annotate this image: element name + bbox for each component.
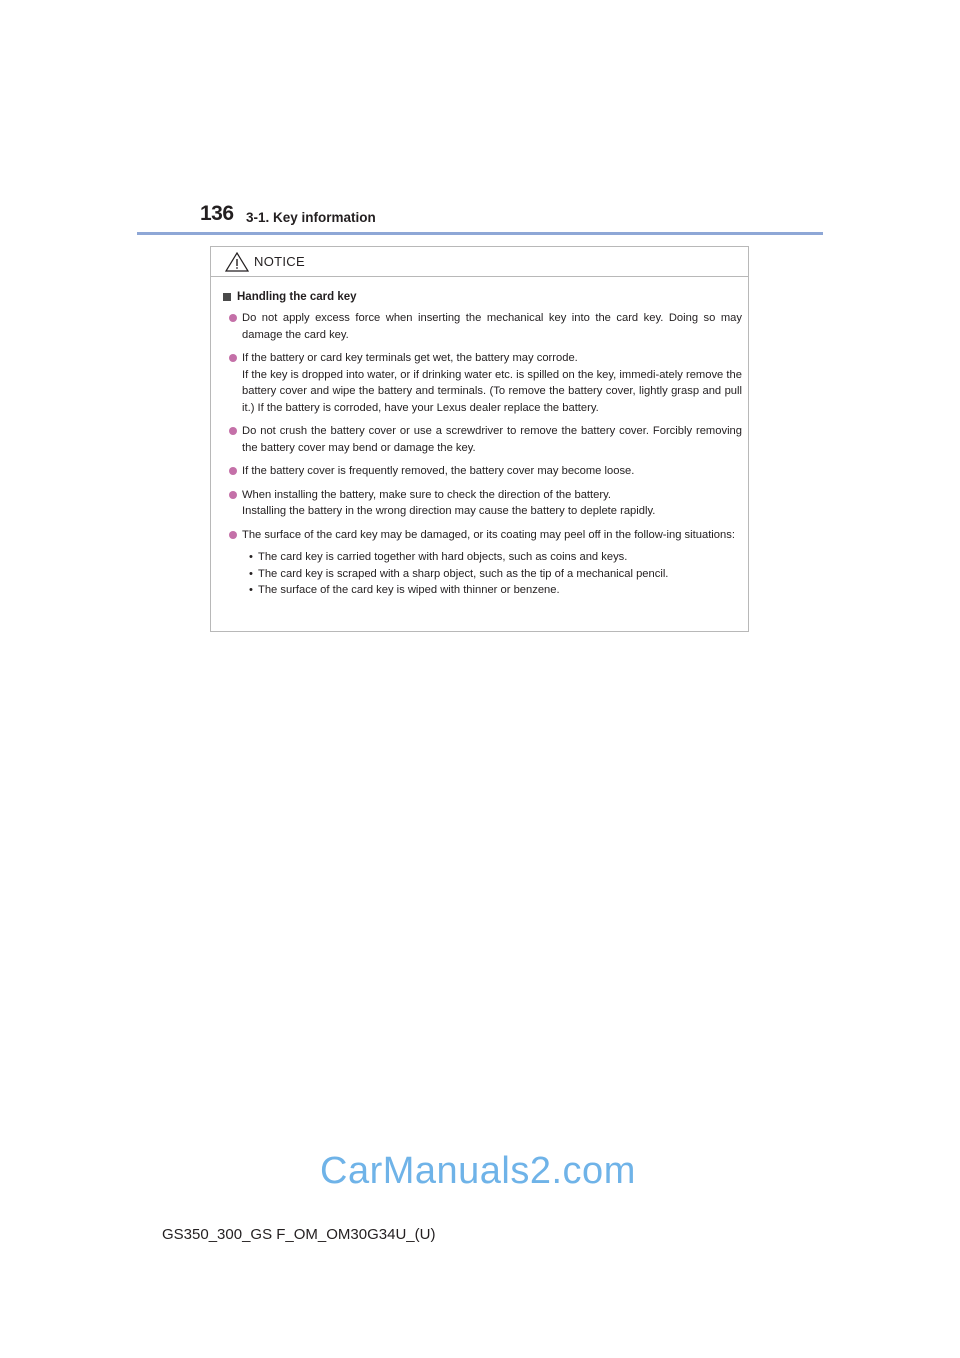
notice-box bbox=[210, 246, 749, 632]
list-item-text: Do not crush the battery cover or use a screwdriver to remove the battery cover. Forcibly removing the battery cover may bend or damage the key. bbox=[242, 425, 742, 454]
bullet-dot-icon bbox=[229, 531, 237, 539]
notice-body bbox=[211, 277, 748, 599]
sub-bullet-marker-icon: • bbox=[249, 584, 253, 596]
footer-document-code: GS350_300_GS F_OM_OM30G34U_(U) bbox=[162, 1226, 436, 1243]
list-item bbox=[223, 350, 742, 416]
sub-bullet-list bbox=[242, 549, 742, 599]
sub-bullet-marker-icon: • bbox=[249, 551, 253, 563]
list-item bbox=[223, 463, 742, 480]
bullet-dot-icon bbox=[229, 491, 237, 499]
notice-label: NOTICE bbox=[254, 254, 305, 269]
sub-bullet-item bbox=[242, 566, 742, 583]
list-item bbox=[223, 487, 742, 520]
warning-triangle-icon bbox=[225, 252, 249, 272]
bullet-dot-icon bbox=[229, 427, 237, 435]
watermark: CarManuals2.com bbox=[320, 1150, 636, 1192]
header-rule bbox=[137, 232, 823, 235]
list-item-text: If the battery cover is frequently removed, the battery cover may become loose. bbox=[242, 465, 635, 477]
square-bullet-icon bbox=[223, 293, 231, 301]
sub-bullet-text: The card key is scraped with a sharp object, such as the tip of a mechanical pencil. bbox=[258, 567, 669, 580]
list-item-text: If the battery or card key terminals get wet, the battery may corrode. bbox=[242, 352, 578, 364]
list-item-text: Do not apply excess force when inserting the mechanical key into the card key. Doing so may damage the card key. bbox=[242, 312, 742, 341]
list-item-text: If the key is dropped into water, or if drinking water etc. is spilled on the key, immedi-ately remove the battery cover and wipe the battery and terminals. (To remove the battery cover, lightly grasp and pull it.) If the battery is corroded, have your Lexus dealer replace the battery. bbox=[242, 368, 742, 414]
sub-bullet-text: The surface of the card key is wiped with thinner or benzene. bbox=[258, 584, 560, 596]
section-title: 3-1. Key information bbox=[246, 210, 376, 225]
bullet-dot-icon bbox=[229, 354, 237, 362]
sub-bullet-marker-icon: • bbox=[249, 567, 253, 580]
notice-subheading bbox=[223, 291, 742, 303]
list-item-text: When installing the battery, make sure to check the direction of the battery. bbox=[242, 488, 611, 501]
list-item bbox=[223, 423, 742, 456]
notice-header bbox=[211, 247, 748, 277]
bullet-dot-icon bbox=[229, 467, 237, 475]
sub-bullet-item bbox=[242, 549, 742, 566]
sub-bullet-text: The card key is carried together with hard objects, such as coins and keys. bbox=[258, 551, 628, 563]
bullet-dot-icon bbox=[229, 314, 237, 322]
list-item-text: The surface of the card key may be damaged, or its coating may peel off in the follow-ing situations: bbox=[242, 528, 735, 541]
sub-bullet-item bbox=[242, 582, 742, 599]
page-number: 136 bbox=[200, 202, 234, 225]
notice-subheading-text: Handling the card key bbox=[237, 291, 357, 303]
list-item bbox=[223, 310, 742, 343]
list-item bbox=[223, 527, 742, 599]
list-item-text: Installing the battery in the wrong direction may cause the battery to deplete rapidly. bbox=[242, 505, 656, 517]
